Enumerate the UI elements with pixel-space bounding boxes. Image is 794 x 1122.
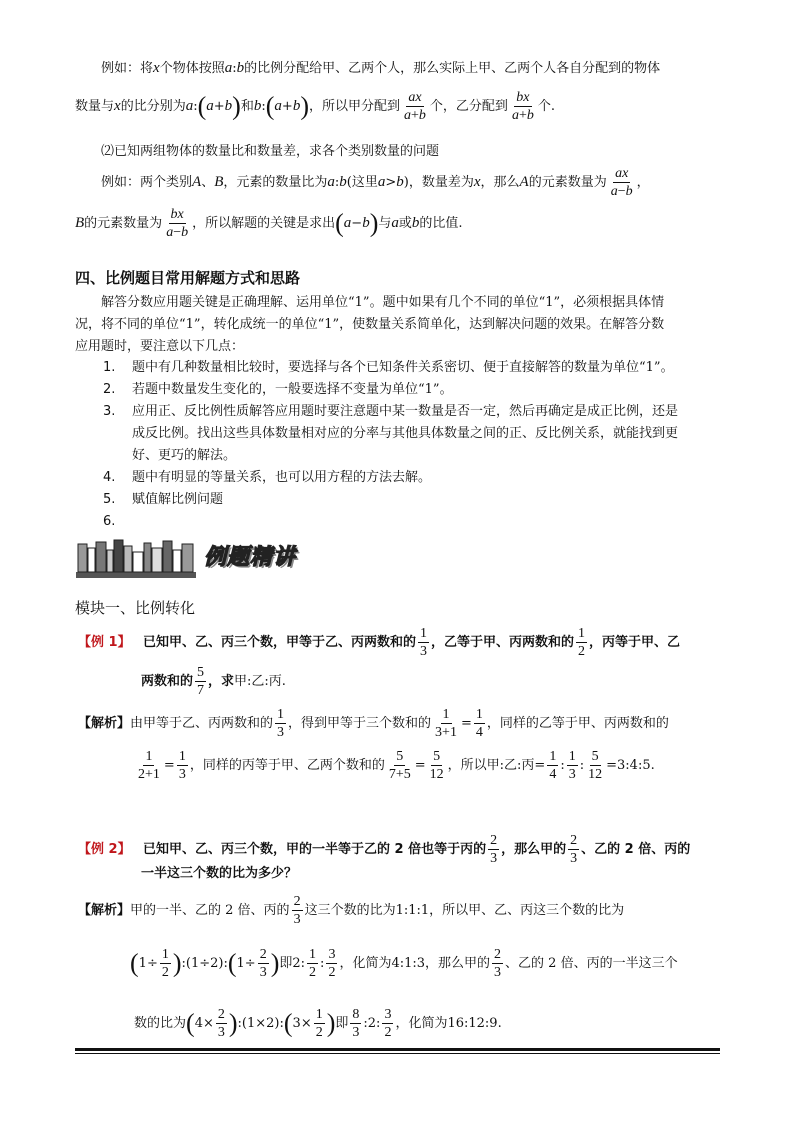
ex1-line-2: [141, 664, 286, 700]
fraction: $\frac{ax}{a+b}$: [404, 90, 426, 123]
item-number: 2.: [103, 382, 116, 397]
fraction: $\frac{bx}{a+b}$: [511, 90, 534, 123]
ex2-line-2: 一半这三个数的比为多少？: [141, 866, 298, 881]
text: 、乙的 2 倍、丙的一半这三个: [505, 956, 678, 971]
fraction: $\frac{1}{4}$: [549, 749, 557, 782]
text: ，那么甲的: [425, 956, 491, 971]
text: ，所以甲、乙、丙这三个数的比为: [429, 903, 625, 918]
text: ，化简为: [395, 1016, 448, 1031]
text: 的比值.: [419, 216, 463, 231]
text: 两数和的: [141, 674, 194, 689]
fraction: $\frac{5}{12}$: [429, 749, 444, 782]
fraction: $\frac{1}{2}$: [309, 947, 317, 980]
item-text: 成反比例。找出这些具体数量相对应的分率与其他具体数量之间的正、反比例关系，就能找到更: [132, 426, 679, 441]
fraction: $\frac{2}{3}$: [217, 1007, 225, 1040]
sub2-line-2: B的元素数量为 $\frac{bx}{a-b}$ ，所以解题的关键是求出(a−b)与a或b的比值.: [75, 207, 463, 240]
text: .: [281, 674, 286, 689]
text: 和: [240, 99, 254, 114]
fraction: $\frac{1}{3}$: [420, 626, 427, 659]
fraction: $\frac{2}{3}$: [490, 833, 498, 866]
text: ，元素的数量比为: [223, 175, 328, 190]
text: 、: [201, 175, 215, 190]
text: ，所以: [447, 758, 487, 773]
fraction: $\frac{3}{2}$: [384, 1007, 392, 1040]
sol2-line-3: 数的比为(4× $\frac{2}{3}$ ):(1×2):(3× $\frac{1}{2}$ )即 $\frac{8}{3}$ :2: $\frac{3}{2}$ ，化简为16:12:9.: [134, 1007, 502, 1040]
text: 即: [335, 1016, 349, 1031]
text: 数量与: [75, 99, 115, 114]
section4-intro-3: 应用题时，要注意以下几点：: [75, 339, 245, 354]
text: 的比例分配给甲、乙两个人，那么实际上甲、乙两个人各自分配到的物体: [244, 61, 661, 76]
text: )，数量差为: [403, 175, 474, 190]
module1-title: 模块一、比例转化: [75, 599, 196, 617]
text: ，求: [208, 674, 235, 689]
text: ，得到甲等于三个数和的: [288, 716, 432, 731]
item-text: 若题中数量发生变化的，一般要选择不变量为单位“1”。: [132, 382, 453, 397]
text: 与: [378, 216, 392, 231]
text: ，同样的乙等于甲、丙两数和的: [486, 716, 669, 731]
text: 、乙的 2 倍、丙的: [581, 842, 691, 857]
text: 例如：将: [101, 61, 154, 76]
text: ，丙等于甲、乙: [589, 635, 681, 650]
fraction: $\frac{2}{3}$: [293, 894, 301, 927]
text: 即: [279, 956, 293, 971]
text: (这里: [346, 175, 378, 190]
alloc-line-1: 例如：将x个物体按照a:b的比例分配给甲、乙两个人，那么实际上甲、乙两个人各自分配到的物体: [101, 60, 661, 76]
text: 个.: [537, 99, 555, 114]
fraction: $\frac{1}{2}$: [578, 626, 586, 659]
item-number: 4.: [103, 470, 116, 485]
solution-tag: 【解析】: [78, 716, 131, 731]
fraction: $\frac{5}{7}$: [197, 665, 205, 698]
item-text: 好、更巧的解法。: [132, 448, 237, 463]
fraction: $\frac{1}{3}$: [277, 707, 285, 740]
sub2-title: ⑵已知两组物体的数量比和数量差，求各个类别数量的问题: [101, 144, 440, 159]
fraction: $\frac{1}{3+1}$: [435, 707, 457, 740]
sol2-line-1: [78, 893, 624, 929]
text: 1:1:1: [395, 903, 430, 918]
fraction: $\frac{1}{2}$: [161, 947, 169, 980]
fraction: $\frac{1}{2+1}$: [138, 749, 160, 782]
text: ，那么: [480, 175, 520, 190]
text: 或: [398, 216, 412, 231]
fraction: $\frac{1}{2}$: [315, 1007, 323, 1040]
text: 的元素数量为: [528, 175, 607, 190]
ex1-line-1: [78, 625, 680, 661]
ex2-line-1: [78, 832, 690, 868]
text: 甲:乙:丙: [234, 674, 282, 689]
text: ，所以甲分配到: [309, 99, 401, 114]
item-text: 应用正、反比例性质解答应用题时要注意题中某一数量是否一定，然后再确定是成正比例，还是: [132, 404, 679, 419]
text: ，化简为: [339, 956, 392, 971]
text: ，同样的丙等于甲、乙两个数和的: [189, 758, 385, 773]
text: 3:4:5: [617, 758, 651, 773]
item-number: 6.: [103, 514, 116, 529]
example-tag: 【例 1】: [78, 635, 131, 650]
fraction: $\frac{5}{7+5}$: [388, 749, 411, 782]
sol1-line-1: 【解析】由甲等于乙、丙两数和的 $\frac{1}{3}$ ，得到甲等于三个数和的 $\frac{1}{3+1}$ = $\frac{1}{4}$ ，同样的乙等于甲、丙两数和的: [78, 707, 669, 740]
sol2-line-2: (1÷ $\frac{1}{2}$ ):(1÷2):(1÷ $\frac{2}{3}$ )即2: $\frac{1}{2}$ : $\frac{3}{2}$ ，化简为4:1:3，那么甲的 $\frac{2}{3}$ 、乙的 2 倍、丙的一半这三个: [130, 947, 678, 980]
fraction: $\frac{2}{3}$: [494, 947, 502, 980]
solution-tag: 【解析】: [78, 903, 131, 918]
sub2-line-1: 例如：两个类别A、B，元素的数量比为a:b(这里a>b)，数量差为x，那么A的元素数量为 $\frac{ax}{a-b}$ ，: [101, 166, 650, 199]
sol1-line-2: $\frac{1}{2+1}$ = $\frac{1}{3}$ ，同样的丙等于甲、乙两个数和的 $\frac{5}{7+5}$ = $\frac{5}{12}$ ，所以甲:乙:丙= $\frac{1}{4}$ : $\frac{1}{3}$ : $\frac{5}{12}$ =3:4:5.: [138, 749, 655, 782]
fraction: $\frac{5}{12}$: [588, 749, 603, 782]
text: .: [650, 758, 655, 773]
text: .: [497, 1016, 502, 1031]
text: 的元素数量为: [84, 216, 163, 231]
text: ，那么甲的: [501, 842, 567, 857]
text: 甲:乙:丙: [486, 758, 535, 773]
text: ，乙等于甲、丙两数和的: [431, 635, 575, 650]
fraction: $\frac{ax}{a-b}$: [610, 166, 633, 199]
text: 4:1:3: [391, 956, 426, 971]
section4-intro-2: 况，将不同的单位“1”，转化成统一的单位“1”，使数量关系简单化，达到解决问题的效果。在解答分数: [75, 317, 665, 332]
text: 个物体按照: [159, 61, 225, 76]
text: ，所以解题的关键是求出: [192, 216, 336, 231]
fraction: $\frac{2}{3}$: [570, 833, 578, 866]
fraction: $\frac{3}{2}$: [328, 947, 336, 980]
alloc-line-2: 数量与x的比分别为a:(a+b)和b:(a+b)，所以甲分配到 $\frac{ax}{a+b}$ 个，乙分配到 $\frac{bx}{a+b}$ 个.: [75, 90, 555, 123]
section4-intro-1: 解答分数应用题关键是正确理解、运用单位“1”。题中如果有几个不同的单位“1”，必须根据具体情: [101, 295, 665, 310]
text: 的比分别为: [120, 99, 186, 114]
fraction: $\frac{1}{3}$: [568, 749, 576, 782]
text: 已知甲、乙、丙三个数，甲的一半等于乙的 2 倍也等于丙的: [142, 842, 487, 857]
item-text: 赋值解比例问题: [132, 492, 224, 507]
text: 甲的一半、乙的 2 倍、丙的: [130, 903, 290, 918]
footer-rule-thick: [75, 1048, 720, 1051]
text: 个，乙分配到: [429, 99, 508, 114]
item-number: 1.: [103, 360, 116, 375]
item-text: 题中有几种数量相比较时，要选择与各个已知条件关系密切、便于直接解答的数量为单位“1”。: [132, 360, 674, 375]
item-text: 题中有明显的等量关系，也可以用方程的方法去解。: [132, 470, 432, 485]
footer-rule-thin: [75, 1053, 720, 1054]
text: 已知甲、乙、丙三个数，甲等于乙、丙两数和的: [142, 635, 416, 650]
text: 16:12:9: [447, 1016, 498, 1031]
example-tag: 【例 2】: [78, 842, 131, 857]
fraction: $\frac{8}{3}$: [352, 1007, 360, 1040]
fraction: $\frac{bx}{a-b}$: [166, 207, 189, 240]
bookshelf-icon: [76, 538, 196, 578]
fraction: $\frac{2}{3}$: [259, 947, 267, 980]
text: 数的比为: [134, 1016, 187, 1031]
fraction: $\frac{1}{4}$: [475, 707, 483, 740]
text: 例如：两个类别: [101, 175, 193, 190]
item-number: 3.: [103, 404, 116, 419]
text: 由甲等于乙、丙两数和的: [130, 716, 274, 731]
section4-title: 四、比例题目常用解题方式和思路: [75, 269, 301, 287]
fraction: $\frac{1}{3}$: [178, 749, 186, 782]
item-number: 5.: [103, 492, 116, 507]
text: 这三个数的比为: [304, 903, 396, 918]
banner-title: 例题精讲: [204, 545, 297, 570]
